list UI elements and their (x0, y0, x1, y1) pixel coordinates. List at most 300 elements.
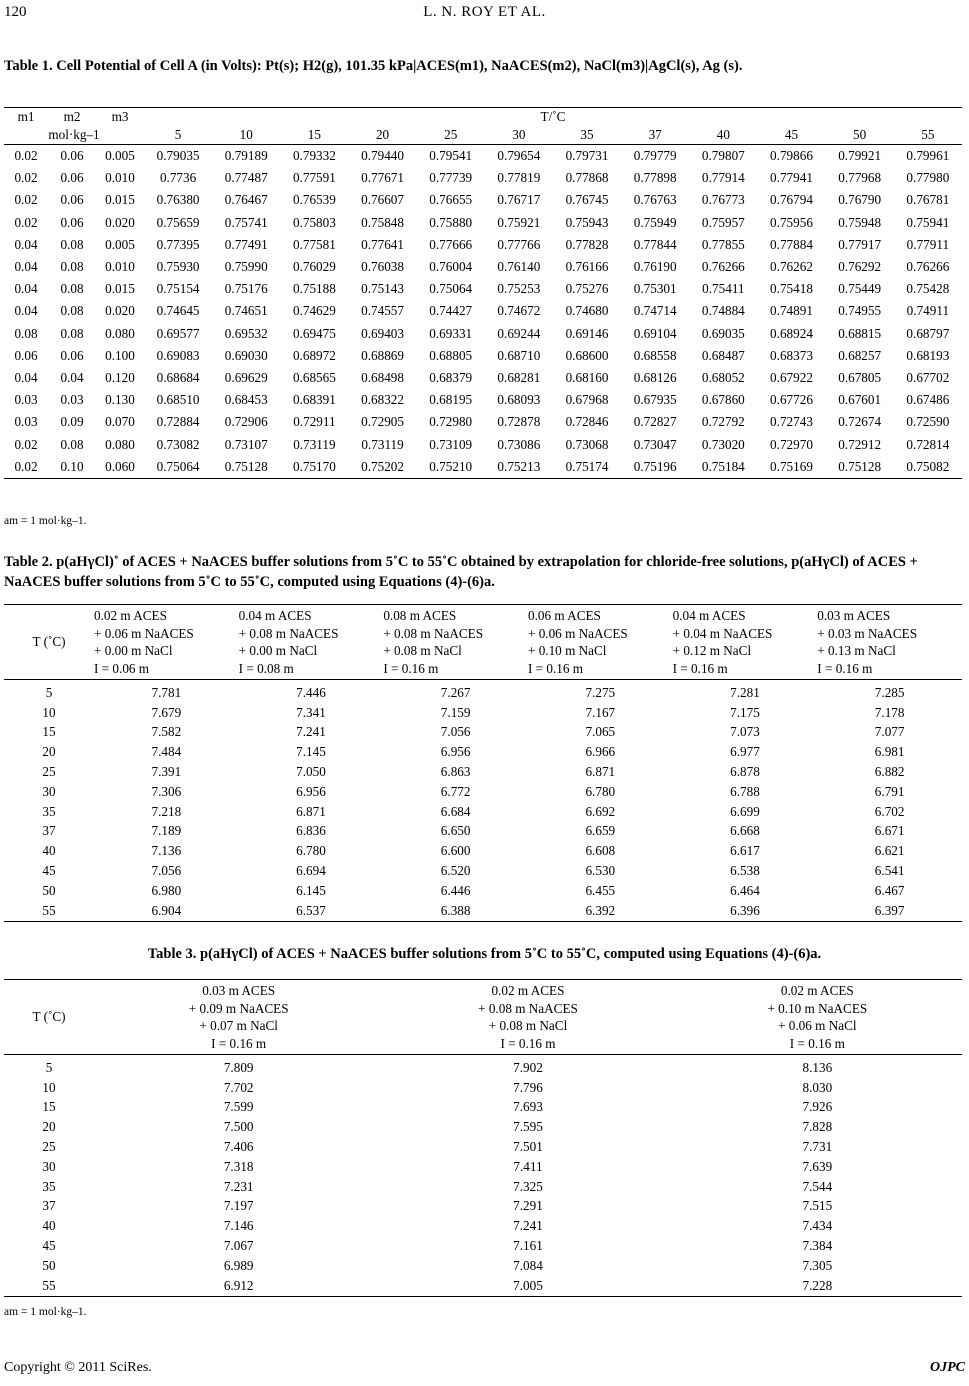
table1-cell: 0.77941 (770, 170, 813, 186)
table1-cell: 0.77980 (906, 170, 950, 186)
running-header (0, 4, 969, 24)
table1-cell: 0.79541 (429, 148, 473, 164)
table1-cell: 0.79807 (701, 148, 745, 164)
table2-col-header-line: 0.04 m ACES (672, 608, 746, 623)
table2 (4, 604, 962, 922)
table2-cell: 6.455 (585, 882, 616, 898)
table1-cell: 0.75880 (429, 214, 473, 230)
table1-cell: 0.74651 (224, 303, 268, 319)
table1-temp: 35 (553, 126, 621, 145)
table1-cell: 0.68373 (770, 347, 813, 363)
table1-cell: 0.03 (14, 414, 38, 430)
table3-cell: 30 (42, 1158, 56, 1174)
table1-cell: 0.68160 (565, 369, 609, 385)
table2-col-header (817, 605, 962, 680)
table3-col-header-line: + 0.06 m NaCl (778, 1018, 857, 1033)
table-row (4, 861, 962, 881)
table3-cell: 7.146 (223, 1218, 254, 1234)
table1-cell: 0.68052 (701, 369, 745, 385)
table3-cell: 50 (42, 1257, 56, 1273)
table3-header-row (4, 980, 962, 1055)
table1-temp: 20 (348, 126, 416, 145)
table1-cell: 0.76004 (429, 259, 473, 275)
table1-cell: 0.100 (105, 347, 135, 363)
table2-cell: 6.882 (874, 764, 905, 780)
table1-cell: 0.68600 (565, 347, 609, 363)
table3-cell: 7.305 (802, 1257, 833, 1273)
table1-cell: 0.67486 (906, 392, 950, 408)
table1-unit-row (4, 126, 962, 145)
table1-cell: 0.75803 (292, 214, 336, 230)
table1-cell: 0.75741 (224, 214, 268, 230)
table1-cell: 0.76262 (770, 259, 813, 275)
table1-cell: 0.67860 (701, 392, 745, 408)
table1-cell: 0.015 (105, 281, 135, 297)
table2-cell: 6.467 (874, 882, 905, 898)
table1-cell: 0.75956 (770, 214, 813, 230)
table1-cell: 0.67935 (633, 392, 677, 408)
table2-cell: 6.966 (585, 744, 616, 760)
table1-cell: 0.02 (14, 170, 38, 186)
table3-cell: 40 (42, 1218, 56, 1234)
table1-cell: 0.68869 (361, 347, 404, 363)
table1-cell: 0.77911 (906, 236, 950, 252)
table2-cell: 6.659 (585, 823, 616, 839)
table1-cell: 0.120 (105, 369, 135, 385)
table-row (4, 345, 962, 367)
table-row (4, 256, 962, 278)
table1-cell: 0.76266 (701, 259, 745, 275)
table2-col-header-line: + 0.00 m NaCl (94, 643, 173, 658)
table3-cell: 7.702 (223, 1079, 254, 1095)
table-row (4, 389, 962, 411)
table3-cell: 7.197 (223, 1198, 254, 1214)
table2-cell: 7.175 (730, 704, 760, 720)
table1-cell: 0.75082 (894, 456, 962, 479)
table1-cell: 0.75990 (224, 259, 268, 275)
table2-header-row (4, 605, 962, 680)
table3-col-header-line: + 0.08 m NaACES (478, 1000, 578, 1016)
table3-col-header-line: 0.02 m ACES (491, 983, 565, 998)
table1-cell: 0.10 (48, 456, 96, 479)
table1-cell: 0.76038 (361, 259, 404, 275)
table3-col-header-line: I = 0.16 m (500, 1035, 556, 1051)
table1-cell: 0.67805 (838, 369, 882, 385)
table1-cell: 0.020 (105, 214, 135, 230)
table1-cell: 0.02 (14, 214, 38, 230)
table1-cell: 0.72846 (565, 414, 609, 430)
table1-cell: 0.06 (60, 148, 84, 164)
table3-cell: 35 (42, 1178, 56, 1194)
table1-cell: 0.68510 (156, 392, 200, 408)
table1-cell: 0.020 (105, 303, 135, 319)
table1-cell: 0.75949 (633, 214, 677, 230)
table-row (4, 901, 962, 921)
table3-cell: 7.005 (383, 1276, 672, 1296)
table1-cell: 0.72674 (838, 414, 882, 430)
table1-cell: 0.76790 (838, 192, 882, 208)
table2-col-header (239, 605, 384, 680)
table1-cell: 0.75957 (701, 214, 745, 230)
table2-col-header (673, 605, 818, 680)
table3-cell: 7.902 (513, 1059, 543, 1075)
table2-cell: 7.189 (151, 823, 182, 839)
table2-cell: 7.178 (874, 704, 905, 720)
table2-cell: 50 (42, 882, 56, 898)
table2-cell: 7.267 (440, 684, 471, 700)
table3-cell: 7.501 (513, 1139, 543, 1155)
table1-cell: 0.79921 (838, 148, 882, 164)
table3-cell: 15 (42, 1099, 56, 1115)
table1-cell: 0.02 (14, 192, 38, 208)
table1-cell: 0.79866 (770, 148, 813, 164)
table1-cell: 0.010 (105, 259, 135, 275)
table1-cell: 0.77641 (361, 236, 404, 252)
table-row (4, 802, 962, 822)
table3-cell: 7.595 (513, 1119, 543, 1135)
table1-cell: 0.76745 (565, 192, 609, 208)
table3-cell: 6.912 (94, 1276, 383, 1296)
table2-col-header-line: I = 0.16 m (672, 660, 728, 676)
table1-cell: 0.76140 (497, 259, 541, 275)
table2-col-header-line: + 0.00 m NaCl (238, 643, 318, 658)
table1-cell: 0.75948 (838, 214, 882, 230)
table2-col-header (528, 605, 673, 680)
table2-col-header-line: + 0.10 m NaCl (527, 643, 607, 658)
table3-cell: 8.030 (802, 1079, 833, 1095)
table1-cell: 0.68498 (361, 369, 404, 385)
table3-cell: 7.926 (802, 1099, 833, 1115)
table1-cell: 0.010 (105, 170, 135, 186)
table3-cell: 7.411 (513, 1158, 543, 1174)
table1-cell: 0.68126 (633, 369, 677, 385)
table1-cell: 0.69030 (224, 347, 268, 363)
table-row (4, 323, 962, 345)
table3-col-header-line: I = 0.16 m (789, 1035, 845, 1051)
table2-col-header-line: 0.03 m ACES (817, 608, 891, 623)
table3-cell: 6.989 (223, 1257, 254, 1273)
table1-cell: 0.79654 (497, 148, 541, 164)
table1-cell: 0.67601 (838, 392, 882, 408)
table2-cell: 40 (42, 843, 56, 859)
table1-temp: 10 (212, 126, 280, 145)
table1-cell: 0.74884 (701, 303, 745, 319)
table3-cell: 7.384 (802, 1238, 833, 1254)
table1-cell: 0.73086 (497, 436, 541, 452)
table-row (4, 189, 962, 211)
table1-cell: 0.77487 (224, 170, 268, 186)
table1-cell: 0.09 (60, 414, 84, 430)
table2-col-header-line: I = 0.06 m (94, 660, 150, 676)
table2-cell: 7.306 (151, 783, 182, 799)
table2-cell: 7.073 (730, 724, 760, 740)
table1-caption: Table 1. Cell Potential of Cell A (in Volts): Pt(s); H2(g), 101.35 kPa|ACES(m1), NaACES(m2), NaCl(m3)|AgCl(s), Ag (s). (4, 58, 743, 74)
table1-cell: 0.73047 (633, 436, 677, 452)
table1-cell: 0.06 (60, 170, 84, 186)
table1-cell: 0.76773 (701, 192, 745, 208)
table2-cell: 7.582 (151, 724, 182, 740)
table3-col-header-line: + 0.08 m NaCl (488, 1018, 568, 1033)
table2-cell: 6.464 (730, 882, 760, 898)
table1-cell: 0.72878 (497, 414, 541, 430)
table1-cell: 0.75202 (348, 456, 416, 479)
table3-cell: 7.515 (802, 1198, 833, 1214)
table1-cell: 0.69104 (633, 325, 677, 341)
table1-cell: 0.77581 (292, 236, 336, 252)
table1-cell: 0.79731 (565, 148, 609, 164)
table1-cell: 0.72905 (361, 414, 404, 430)
table1-cell: 0.75659 (156, 214, 200, 230)
table1-cell: 0.68565 (292, 369, 336, 385)
table2-col-header-line: + 0.06 m NaACES (527, 625, 628, 641)
table3-cell: 7.067 (223, 1238, 254, 1254)
table1-cell: 0.06 (60, 347, 84, 363)
table2-cell: 6.538 (730, 863, 760, 879)
table1-cell: 0.06 (14, 347, 38, 363)
table2-cell: 7.484 (151, 744, 182, 760)
table2-col-header-line: I = 0.08 m (238, 660, 294, 676)
table1-cell: 0.73119 (361, 436, 404, 452)
table2-cell: 6.956 (440, 744, 471, 760)
table1-cell: 0.74891 (770, 303, 813, 319)
table2-caption: Table 2. p(aHγCl)˚ of ACES + NaACES buffer solutions from 5˚C to 55˚C obtained by extrapolation for chloride-free solutions, p(aHγCl) of ACES + NaACES buffer solutions from 5˚C to 55˚C, computed using Equations (4)-(6)a. (4, 554, 918, 590)
table-row (4, 411, 962, 433)
table1-cell: 0.74629 (292, 303, 336, 319)
table2-cell: 6.668 (730, 823, 760, 839)
table1-cell: 0.76266 (906, 259, 950, 275)
table1-cell: 0.77739 (429, 170, 473, 186)
table1-cell: 0.74955 (838, 303, 882, 319)
table-row (4, 300, 962, 322)
table1-cell: 0.77868 (565, 170, 609, 186)
table1-cell: 0.77671 (361, 170, 404, 186)
table1-cell: 0.04 (14, 281, 38, 297)
table1-cell: 0.68281 (497, 369, 541, 385)
table2-cell: 6.836 (296, 823, 326, 839)
table1-cell: 0.76655 (429, 192, 473, 208)
table3-cell: 7.731 (802, 1139, 833, 1155)
table1-cell: 0.75428 (906, 281, 950, 297)
table1-cell: 0.79779 (633, 148, 677, 164)
table2-cell: 7.065 (585, 724, 616, 740)
table1-cell: 0.68257 (838, 347, 882, 363)
table1-cell: 0.74557 (361, 303, 404, 319)
table-row (4, 1216, 962, 1236)
table3-cell: 7.500 (223, 1119, 254, 1135)
table1-temp: 5 (144, 126, 212, 145)
table1-cell: 0.77884 (770, 236, 813, 252)
table1-cell: 0.72884 (156, 414, 200, 430)
table1-cell: 0.75174 (553, 456, 621, 479)
table3-col-header-line: + 0.07 m NaCl (199, 1018, 278, 1033)
table2-cell: 6.871 (585, 764, 616, 780)
table1-cell: 0.77766 (497, 236, 541, 252)
table1-cell: 0.75921 (497, 214, 541, 230)
table3-col-header-line: + 0.09 m NaACES (188, 1000, 289, 1016)
table1-cell: 0.69577 (156, 325, 200, 341)
table-row (4, 1236, 962, 1256)
table2-col-header-line: + 0.06 m NaACES (94, 625, 194, 641)
table2-cell: 7.136 (151, 843, 182, 859)
table2-cell: 30 (42, 783, 56, 799)
table1-cell: 0.67922 (770, 369, 813, 385)
table1-cell: 0.04 (60, 369, 84, 385)
table2-cell: 6.145 (296, 882, 326, 898)
table2-col-header-line: + 0.08 m NaCl (383, 643, 462, 658)
table2-cell: 6.621 (874, 843, 905, 859)
table1-cell: 0.77917 (838, 236, 882, 252)
table3-cell: 55 (4, 1276, 94, 1296)
table1-cell: 0.68972 (292, 347, 336, 363)
table2-cell: 6.694 (296, 863, 326, 879)
table1-temp: 37 (621, 126, 689, 145)
table1-cell: 0.04 (14, 303, 38, 319)
table2-cell: 6.617 (730, 843, 760, 859)
table2-cell: 6.977 (730, 744, 760, 760)
table2-cell: 10 (42, 704, 56, 720)
table1-cell: 0.02 (14, 436, 38, 452)
table2-cell: 6.956 (296, 783, 326, 799)
table1-cell: 0.77666 (429, 236, 473, 252)
page-number: 120 (4, 4, 27, 20)
table1-cell: 0.68558 (633, 347, 677, 363)
table1-cell: 0.75848 (361, 214, 404, 230)
table2-cell: 6.530 (585, 863, 616, 879)
table3-col-header (383, 980, 672, 1055)
table1-cell: 0.72743 (770, 414, 813, 430)
table-row (4, 1078, 962, 1098)
table2-cell: 7.145 (296, 744, 326, 760)
table2-cell: 6.446 (440, 882, 471, 898)
table-row (4, 234, 962, 256)
table1-cell: 0.79189 (224, 148, 268, 164)
table2-cell: 7.341 (296, 704, 326, 720)
table-row (4, 367, 962, 389)
table2-col-header-line: + 0.08 m NaACES (238, 625, 339, 641)
running-authors: L. N. ROY ET AL. (423, 4, 546, 20)
table1-cell: 0.74680 (565, 303, 609, 319)
table1-cell: 0.76607 (361, 192, 404, 208)
table1-cell: 0.015 (105, 192, 135, 208)
table2-cell: 6.396 (673, 901, 818, 921)
table1-cell: 0.76190 (633, 259, 677, 275)
table-row (4, 742, 962, 762)
table1-cell: 0.74714 (633, 303, 677, 319)
table3-cell: 7.828 (802, 1119, 833, 1135)
table-row (4, 822, 962, 842)
table2-cell: 6.600 (440, 843, 471, 859)
table1-cell: 0.77898 (633, 170, 677, 186)
table1-cell: 0.75411 (702, 281, 745, 297)
table1-cell: 0.75170 (280, 456, 348, 479)
table1-cell: 0.76292 (838, 259, 882, 275)
table2-col-header-line: 0.04 m ACES (238, 608, 312, 623)
table2-cell: 6.608 (585, 843, 616, 859)
table1-cell: 0.77968 (838, 170, 882, 186)
table3-footnote: am = 1 mol·kg–1. (4, 1306, 87, 1318)
table1-cell: 0.69146 (565, 325, 609, 341)
table1-cell: 0.68391 (292, 392, 336, 408)
table1-cell: 0.79961 (906, 148, 950, 164)
table2-cell: 7.056 (440, 724, 471, 740)
table1-cell: 0.04 (14, 259, 38, 275)
table3-cell: 7.161 (513, 1238, 543, 1254)
table1-footnote: am = 1 mol·kg–1. (4, 515, 87, 527)
journal-name: OJPC (930, 1360, 965, 1375)
table1-cell: 0.75213 (485, 456, 553, 479)
table3-cell: 37 (42, 1198, 56, 1214)
table1-cell: 0.76166 (565, 259, 609, 275)
table1-cell: 0.76794 (770, 192, 813, 208)
table3-caption: Table 3. p(aHγCl) of ACES + NaACES buffer solutions from 5˚C to 55˚C, computed using Equations (4)-(6)a. (147, 946, 822, 962)
table1-cell: 0.73068 (565, 436, 609, 452)
table1-cell: 0.75188 (292, 281, 336, 297)
table1-cell: 0.04 (14, 369, 38, 385)
table1-cell: 0.75196 (621, 456, 689, 479)
table-row (4, 1137, 962, 1157)
table-row (4, 680, 962, 703)
table1-cell: 0.72590 (906, 414, 950, 430)
table1-cell: 0.67968 (565, 392, 609, 408)
table1-cell: 0.68193 (906, 347, 950, 363)
table1-cell: 0.69475 (292, 325, 336, 341)
table1-cell: 0.02 (4, 456, 48, 479)
table1-temp: 30 (485, 126, 553, 145)
table1-temp: 15 (280, 126, 348, 145)
table2-cell: 6.392 (528, 901, 673, 921)
table2-col-header (383, 605, 528, 680)
table-row (4, 703, 962, 723)
table1-cell: 0.08 (60, 303, 84, 319)
table1-cell: 0.75210 (417, 456, 485, 479)
table2-cell: 6.388 (383, 901, 528, 921)
table1-cell: 0.76539 (292, 192, 336, 208)
table2-col-header-line: + 0.13 m NaCl (817, 643, 896, 658)
table1-temp: 45 (757, 126, 825, 145)
table3-col-header-line: 0.03 m ACES (202, 983, 276, 998)
table3-cell: 20 (42, 1119, 56, 1135)
table1-cell: 0.74672 (497, 303, 541, 319)
table3-col-header-line: I = 0.16 m (211, 1035, 267, 1051)
table2-col-header-line: + 0.12 m NaCl (672, 643, 752, 658)
table2-col-header-line: + 0.04 m NaACES (672, 625, 773, 641)
table2-cell: 6.980 (151, 882, 182, 898)
table2-cell: 7.159 (440, 704, 471, 720)
table2-cell: 6.397 (817, 901, 962, 921)
table1-cell: 0.77395 (156, 236, 200, 252)
table1-cell: 0.76717 (497, 192, 541, 208)
table1-cell: 0.77855 (701, 236, 745, 252)
table2-cell: 7.241 (296, 724, 326, 740)
table3-cell: 7.228 (673, 1276, 962, 1296)
table1-cell: 0.08 (60, 236, 84, 252)
table2-cell: 6.772 (440, 783, 471, 799)
table3-cell: 45 (42, 1238, 56, 1254)
table2-cell: 7.281 (730, 684, 760, 700)
table3-col-header-line: + 0.10 m NaACES (767, 1000, 868, 1016)
table2-cell: 7.285 (874, 684, 905, 700)
table1-cell: 0.06 (60, 192, 84, 208)
table1-cell: 0.75169 (757, 456, 825, 479)
table-row (4, 456, 962, 479)
table1-cell: 0.69035 (701, 325, 745, 341)
table1-cell: 0.08 (60, 436, 84, 452)
table3-cell: 7.693 (513, 1099, 543, 1115)
table1-cell: 0.75064 (429, 281, 473, 297)
table3-cell: 7.231 (223, 1178, 254, 1194)
table2-cell: 6.684 (440, 803, 471, 819)
table1-cell: 0.75301 (633, 281, 677, 297)
